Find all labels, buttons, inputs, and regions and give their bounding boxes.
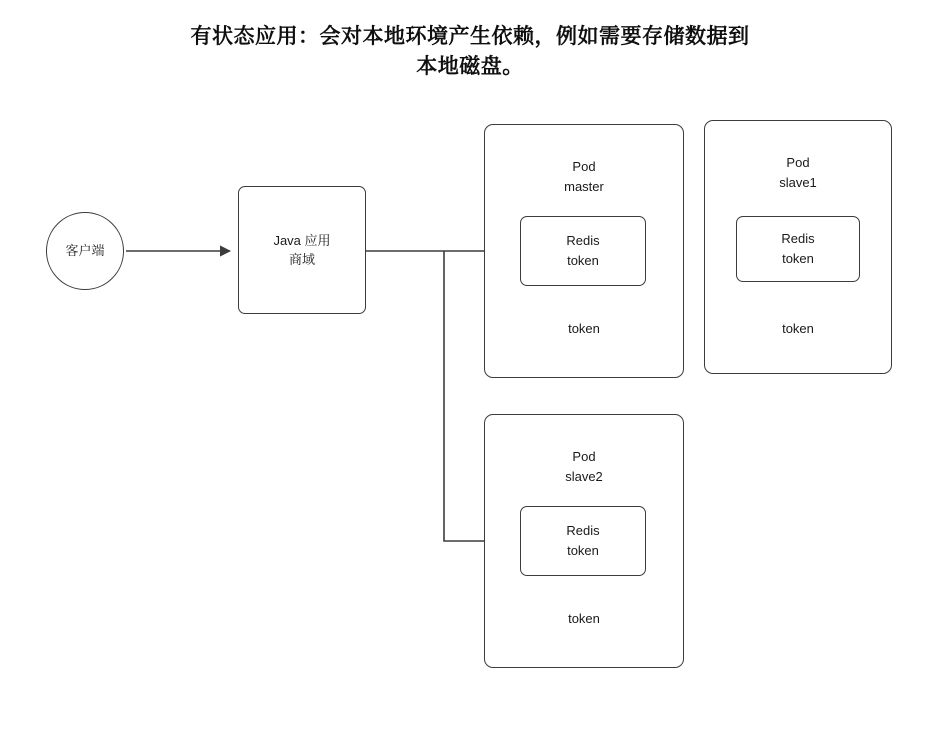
pod-slave2-label-line1: Pod xyxy=(572,449,596,464)
node-redis-slave2[interactable] xyxy=(520,506,646,576)
pod-slave1-token-text: token xyxy=(782,321,814,336)
redis-slave2-line1: Redis xyxy=(566,522,600,538)
pod-master-label-line1: Pod xyxy=(572,159,596,174)
redis-slave1-line2: token xyxy=(782,251,814,266)
diagram-title: 有状态应用：会对本地环境产生依赖，例如需要存储数据到本地磁盘。 xyxy=(190,25,750,79)
pod-slave2-token-text: token xyxy=(568,611,600,626)
client-label: 客户端 xyxy=(65,243,105,259)
pod-master-token-text: token xyxy=(568,321,600,336)
pod-slave2-label-line2: slave2 xyxy=(565,469,603,485)
node-java-app[interactable] xyxy=(238,186,366,314)
redis-slave1-line1: Redis xyxy=(781,230,815,246)
app-label-line2: 商域 xyxy=(288,252,315,267)
node-redis-slave1[interactable] xyxy=(736,216,860,282)
app-label-line1: Java 应用 xyxy=(273,232,331,248)
redis-slave2-line2: token xyxy=(567,543,599,558)
redis-master-line2: token xyxy=(567,253,599,268)
node-client[interactable] xyxy=(46,212,124,290)
pod-master-label-line2: master xyxy=(564,179,604,195)
redis-master-line1: Redis xyxy=(566,232,600,248)
pod-slave1-label-line2: slave1 xyxy=(779,175,817,191)
pod-slave1-label-line1: Pod xyxy=(786,155,810,170)
node-redis-master[interactable] xyxy=(520,216,646,286)
